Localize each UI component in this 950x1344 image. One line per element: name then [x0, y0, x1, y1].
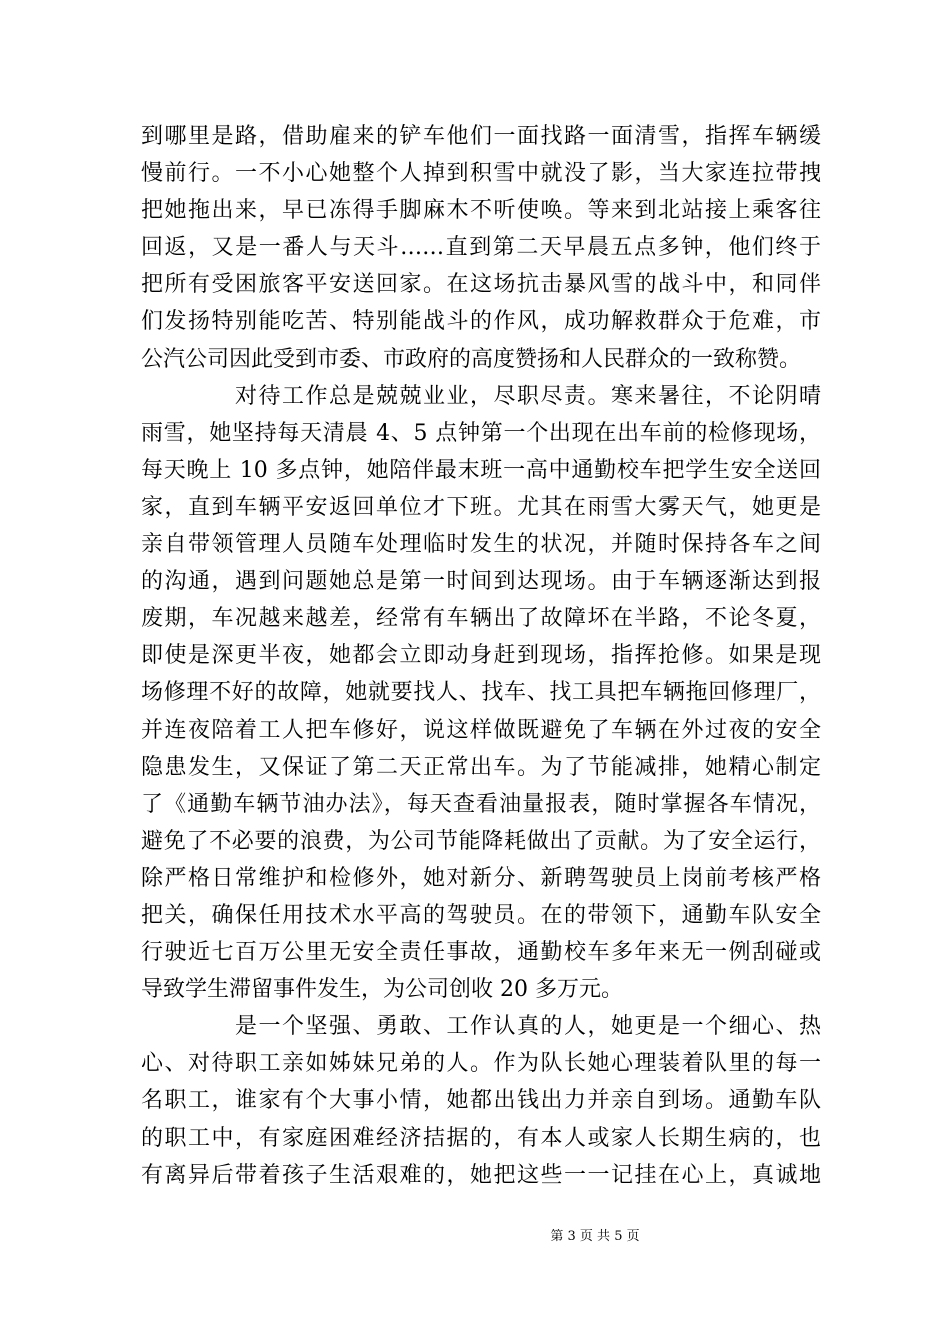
text-line: 心、对待职工亲如姊妹兄弟的人。作为队长她心理装着队里的每一: [141, 1051, 821, 1077]
text-line: 行驶近七百万公里无安全责任事故，通勤校车多年来无一例刮碰或: [141, 940, 821, 966]
text-line: 对待工作总是兢兢业业，尽职尽责。寒来暑往，不论阴晴: [235, 383, 821, 409]
text-line: 即使是深更半夜，她都会立即动身赶到现场，指挥抢修。如果是现: [141, 643, 821, 669]
paragraph: [141, 1008, 821, 1193]
paragraph: [141, 118, 821, 378]
body-text: [141, 118, 821, 1194]
text-line: 避免了不必要的浪费，为公司节能降耗做出了贡献。为了安全运行，: [141, 828, 821, 854]
text-line: 公汽公司因此受到市委、市政府的高度赞扬和人民群众的一致称赞。: [141, 346, 802, 372]
text-line: 把所有受困旅客平安送回家。在这场抗击暴风雪的战斗中，和同伴: [141, 272, 821, 298]
text-line: 的沟通，遇到问题她总是第一时间到达现场。由于车辆逐渐达到报: [141, 569, 821, 595]
text-line: 亲自带领管理人员随车处理临时发生的状况，并随时保持各车之间: [141, 532, 821, 558]
text-line: 场修理不好的故障，她就要找人、找车、找工具把车辆拖回修理厂，: [141, 680, 821, 706]
text-line: 了《通勤车辆节油办法》，每天查看油量报表，随时掌握各车情况，: [141, 791, 821, 817]
text-line: 隐患发生，又保证了第二天正常出车。为了节能减排，她精心制定: [141, 754, 821, 780]
text-line: 导致学生滞留事件发生，为公司创收 20 多万元。: [141, 977, 623, 1003]
text-line: 废期，车况越来越差，经常有车辆出了故障坏在半路，不论冬夏，: [141, 606, 821, 632]
text-line: 有离异后带着孩子生活艰难的，她把这些一一记挂在心上，真诚地: [141, 1162, 821, 1188]
page-footer: 第 3 页 共 5 页: [550, 1229, 640, 1244]
text-line: 慢前行。一不小心她整个人掉到积雪中就没了影，当大家连拉带拽: [141, 161, 821, 187]
text-line: 回返，又是一番人与天斗……直到第二天早晨五点多钟，他们终于: [141, 235, 821, 261]
text-line: 是一个坚强、勇敢、工作认真的人，她更是一个细心、热: [235, 1014, 821, 1040]
text-line: 雨雪，她坚持每天清晨 4、5 点钟第一个出现在出车前的检修现场，: [141, 420, 821, 446]
text-line: 的职工中，有家庭困难经济拮据的，有本人或家人长期生病的，也: [141, 1125, 821, 1151]
text-line: 们发扬特别能吃苦、特别能战斗的作风，成功解救群众于危难，市: [141, 309, 821, 335]
text-line: 名职工，谁家有个大事小情，她都出钱出力并亲自到场。通勤车队: [141, 1088, 821, 1114]
text-line: 把她拖出来，早已冻得手脚麻木不听使唤。等来到北站接上乘客往: [141, 198, 821, 224]
text-line: 除严格日常维护和检修外，她对新分、新聘驾驶员上岗前考核严格: [141, 865, 821, 891]
text-line: 到哪里是路，借助雇来的铲车他们一面找路一面清雪，指挥车辆缓: [141, 124, 821, 149]
text-line: 每天晚上 10 多点钟，她陪伴最末班一高中通勤校车把学生安全送回: [141, 457, 821, 483]
text-line: 家，直到车辆平安返回单位才下班。尤其在雨雪大雾天气，她更是: [141, 494, 821, 520]
text-line: 并连夜陪着工人把车修好，说这样做既避免了车辆在外过夜的安全: [141, 717, 821, 743]
text-line: 把关，确保任用技术水平高的驾驶员。在的带领下，通勤车队安全: [141, 902, 821, 928]
paragraph: [141, 378, 821, 1009]
